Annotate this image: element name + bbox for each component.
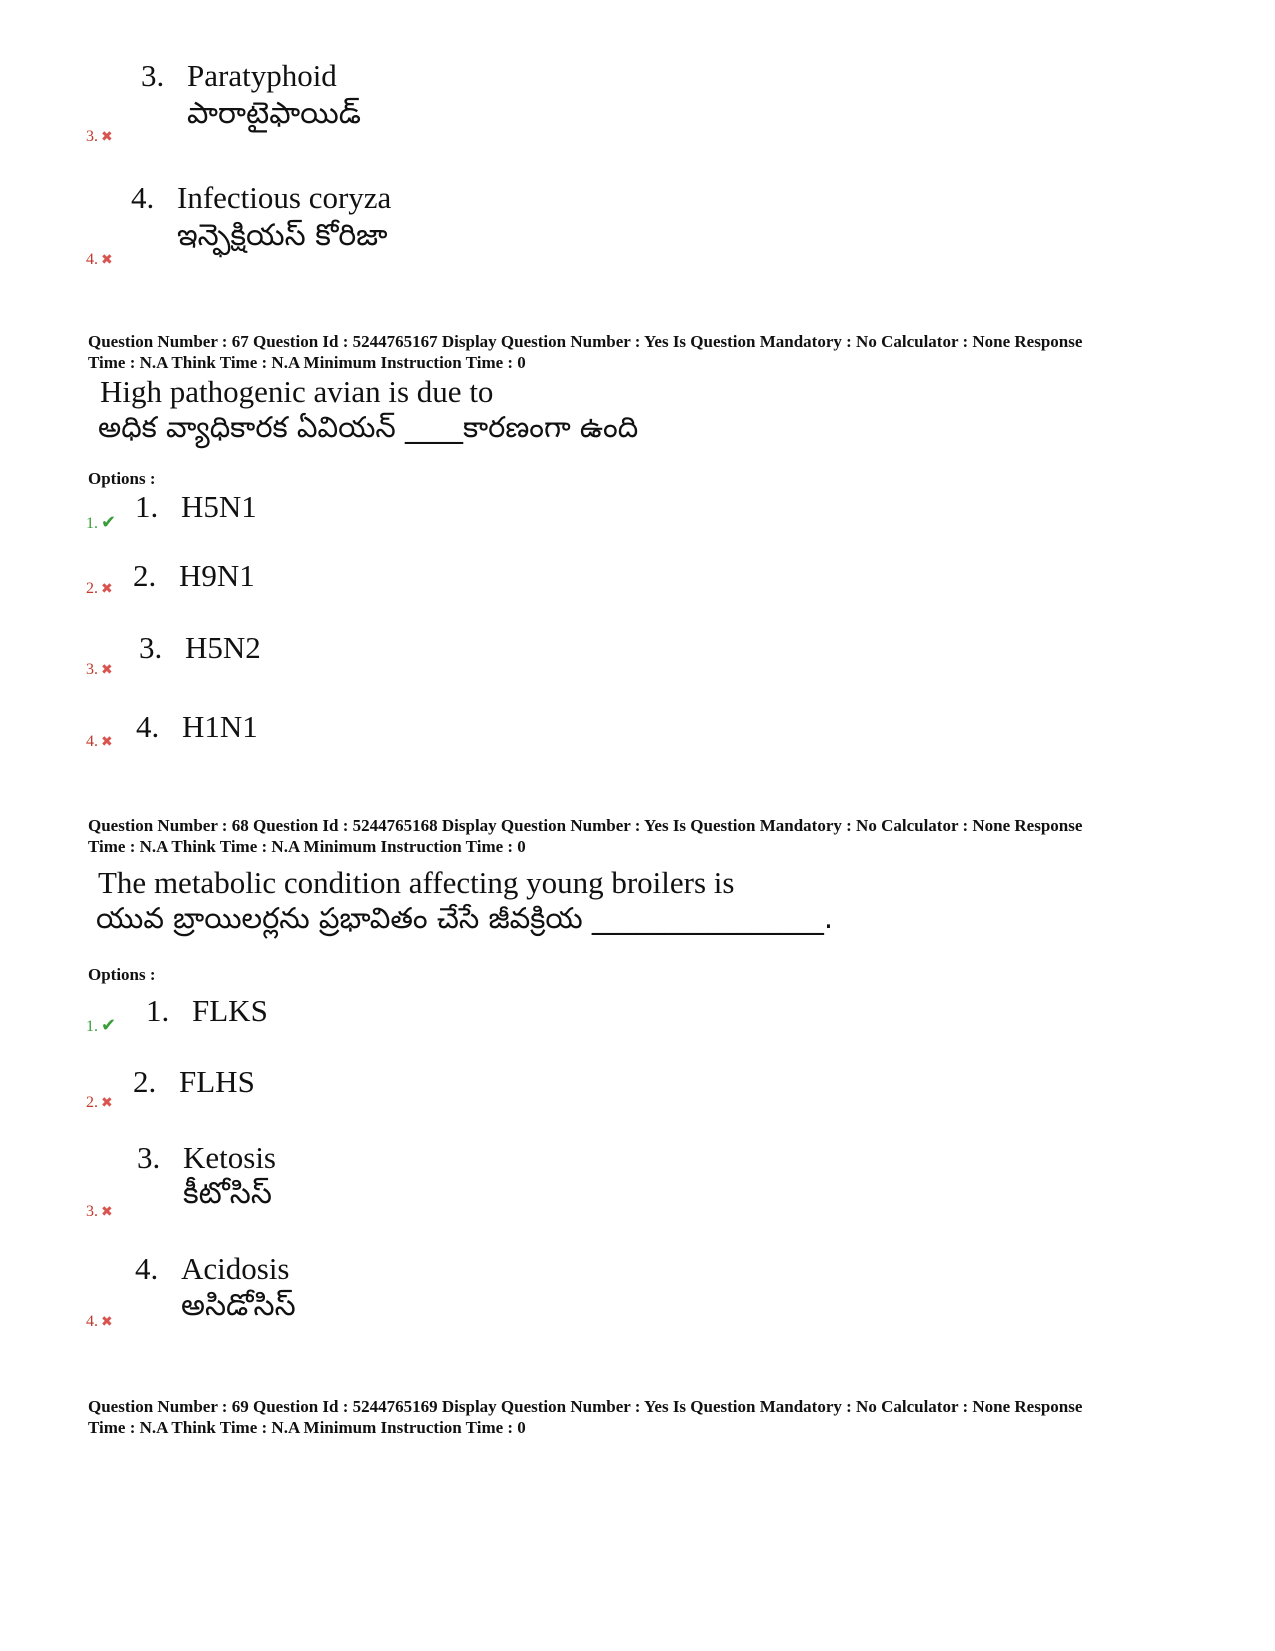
option-text-en: 2. H9N1 <box>133 558 255 593</box>
option-marker: 2. ✖ <box>86 1094 113 1111</box>
check-icon: ✔ <box>101 1015 117 1035</box>
cross-icon: ✖ <box>101 735 113 750</box>
option-text-te: పారాటైఫాయిడ్ <box>187 96 361 131</box>
option-marker: 4. ✖ <box>86 251 113 268</box>
option-text-en: 1. H5N1 <box>135 489 257 524</box>
question-text-te: అధిక వ్యాధికారక ఏవియన్ ____కారణంగా ఉంది <box>98 410 639 444</box>
cross-icon: ✖ <box>101 663 113 678</box>
cross-icon: ✖ <box>101 1096 113 1111</box>
option-text-en: 3. H5N2 <box>139 630 261 665</box>
cross-icon: ✖ <box>101 1205 113 1220</box>
question-text-en: The metabolic condition affecting young broilers is <box>98 865 735 900</box>
option-text-te: అసిడోసిస్ <box>181 1288 296 1323</box>
cross-icon: ✖ <box>101 1315 113 1330</box>
check-icon: ✔ <box>101 512 117 532</box>
cross-icon: ✖ <box>101 582 113 597</box>
option-text-te: ఇన్ఫెక్షియస్ కోరిజా <box>177 218 388 253</box>
option-text-en: 1. FLKS <box>146 993 268 1028</box>
question-meta: Question Number : 67 Question Id : 5244765167 Display Question Number : Yes Is Question Mandatory : No Calculator : None Response Time : N.A Think Time : N.A Minimum Instruction Time : 0 <box>88 332 1083 372</box>
options-label: Options : <box>88 469 156 488</box>
option-marker: 3. ✖ <box>86 128 113 145</box>
option-text-en: 3. Paratyphoid <box>141 58 337 93</box>
question-text-te: యువ బ్రాయిలర్లను ప్రభావితం చేసే జీవక్రియ ________________. <box>96 901 834 935</box>
question-meta: Question Number : 69 Question Id : 5244765169 Display Question Number : Yes Is Question Mandatory : No Calculator : None Response Time : N.A Think Time : N.A Minimum Instruction Time : 0 <box>88 1397 1083 1437</box>
option-marker: 1. ✔ <box>86 1015 117 1035</box>
option-text-en: 4. H1N1 <box>136 709 258 744</box>
option-marker: 3. ✖ <box>86 661 113 678</box>
question-meta: Question Number : 68 Question Id : 5244765168 Display Question Number : Yes Is Question Mandatory : No Calculator : None Response Time : N.A Think Time : N.A Minimum Instruction Time : 0 <box>88 816 1083 856</box>
option-marker: 4. ✖ <box>86 733 113 750</box>
option-text-en: 2. FLHS <box>133 1064 255 1099</box>
option-marker: 4. ✖ <box>86 1313 113 1330</box>
option-marker: 1. ✔ <box>86 512 117 532</box>
option-text-te: కీటోసిస్ <box>183 1176 272 1211</box>
cross-icon: ✖ <box>101 130 113 145</box>
cross-icon: ✖ <box>101 253 113 268</box>
option-text-en: 4. Infectious coryza <box>131 180 392 215</box>
question-text-en: High pathogenic avian is due to <box>100 374 494 409</box>
options-label: Options : <box>88 965 156 984</box>
option-marker: 3. ✖ <box>86 1203 113 1220</box>
option-text-en: 4. Acidosis <box>135 1251 290 1286</box>
option-text-en: 3. Ketosis <box>137 1140 276 1175</box>
option-marker: 2. ✖ <box>86 580 113 597</box>
